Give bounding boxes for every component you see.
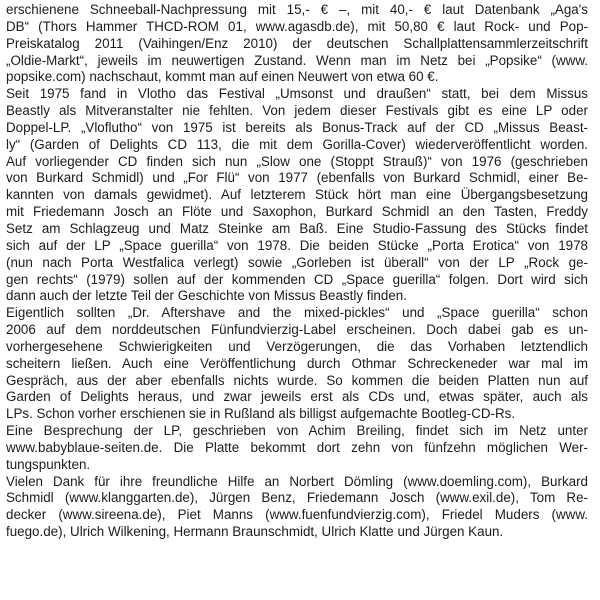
text-line: gen rechts“ (1979) sollen auf der kommenden CD „Space guerilla“ folgen. Dort wird sich	[6, 271, 588, 287]
text-line: von Burkard Schmidl) und „For Flü“ von 1977 (ebenfalls von Burkard Schmidl, einer Be-	[6, 170, 588, 186]
text-line: erschienene Schneeball-Nachpressung mit 15,- € –, mit 40,- € laut Datenbank „Aga's	[6, 2, 588, 17]
text-line: Gespräch, aus der aber ebenfalls nichts wurde. So kommen die beiden Platten nun auf	[6, 372, 588, 388]
text-line: vorhergesehene Schwierigkeiten und Verzögerungen, die das Vorhaben letztendlich	[6, 338, 588, 354]
text-line: mit Friedemann Josch an Flöte und Saxophon, Burkard Schmidl an den Tasten, Freddy	[6, 204, 588, 220]
text-line: Eigentlich sollten „Dr. Aftershave and the mixed-pickles“ und „Space guerilla“ schon	[6, 305, 588, 321]
text-line: Setz am Schlagzeug und Matz Steinke am Baß. Eine Studio-Fassung des Stücks findet	[6, 220, 588, 236]
text-line: 2006 auf dem norddeutschen Fünfundvierzig-Label erscheinen. Doch dabei gab es un-	[6, 322, 588, 338]
text-line: fuego.de), Ulrich Wilkening, Hermann Braunschmidt, Ulrich Klatte und Jürgen Kaun.	[6, 524, 504, 540]
text-line: DB“ (Thors Hammer THCD-ROM 01, www.agasdb.de), mit 50,80 € laut Rock- und Pop-	[6, 18, 588, 34]
text-line: scheitern ließen. Auch eine Veröffentlichung durch Othmar Schreckeneder war mal im	[6, 355, 588, 371]
text-line: Garden of Delights heraus, und zwar jeweils erst als CDs und, etwas später, auch als	[6, 389, 588, 405]
text-line: ly“ (Garden of Delights CD 113, die mit dem Gorilla-Cover) wiederveröffentlicht worden.	[6, 136, 588, 152]
text-line: (nun nach Porta Westfalica verlegt) sowie „Gorleben ist überall“ von der LP „Rock ge-	[6, 254, 588, 270]
text-line: kannten von damals gewidmet). Auf letzterem Stück hört man eine Übergangsbesetzung	[6, 187, 588, 203]
text-line: Schmidl (www.klanggarten.de), Jürgen Benz, Friedemann Josch (www.exil.de), Tom Re-	[6, 490, 588, 506]
text-line: tungspunkten.	[6, 456, 91, 472]
text-line: Vielen Dank für ihre freundliche Hilfe an Norbert Dömling (www.doemling.com), Burkard	[6, 473, 588, 489]
text-line: Eine Besprechung der LP, geschrieben von Achim Breiling, findet sich im Netz unter	[6, 423, 588, 439]
text-line: Preiskatalog 2011 (Vaihingen/Enz 2010) der deutschen Schallplattensammlerzeitschrift	[6, 35, 588, 51]
text-line: sich auf der LP „Space guerilla“ von 1978. Die beiden Stücke „Porta Erotica“ von 1978	[6, 237, 588, 253]
text-line: Beastly als Mitveranstalter nie fehlten. Von jedem dieser Festivals gibt es eine LP oder	[6, 103, 588, 119]
text-line: „Oldie-Markt“, jeweils im neuwertigen Zustand. Wenn man im Netz bei „Popsike“ (www.	[6, 52, 588, 68]
text-body	[6, 2, 588, 541]
text-line: decker (www.sireena.de), Piet Manns (www.fuenfundvierzig.com), Friedel Muders (www.	[6, 507, 588, 523]
text-line: Seit 1975 fand in Vlotho das Festival „Umsonst und draußen“ statt, bei dem Missus	[6, 86, 588, 102]
text-line: dann auch der letzte Teil der Geschichte von Missus Beastly finden.	[6, 288, 407, 304]
text-line: Doppel-LP. „Vloflutho“ von 1975 ist bereits als Bonus-Track auf der CD „Missus Beast-	[6, 119, 588, 135]
text-line: popsike.com) nachschaut, kommt man auf einen Neuwert von etwa 60 €.	[6, 69, 439, 85]
text-line: LPs. Schon vorher erschienen sie in Rußland als billigst aufgemachte Bootleg-CD-Rs.	[6, 406, 516, 422]
text-line: Auf vorliegender CD finden sich nun „Slow one (Stoppt Strauß)“ von 1976 (geschrieben	[6, 153, 588, 169]
text-line: www.babyblaue-seiten.de. Die Platte bekommt dort zehn von fünfzehn möglichen Wer-	[6, 439, 588, 455]
